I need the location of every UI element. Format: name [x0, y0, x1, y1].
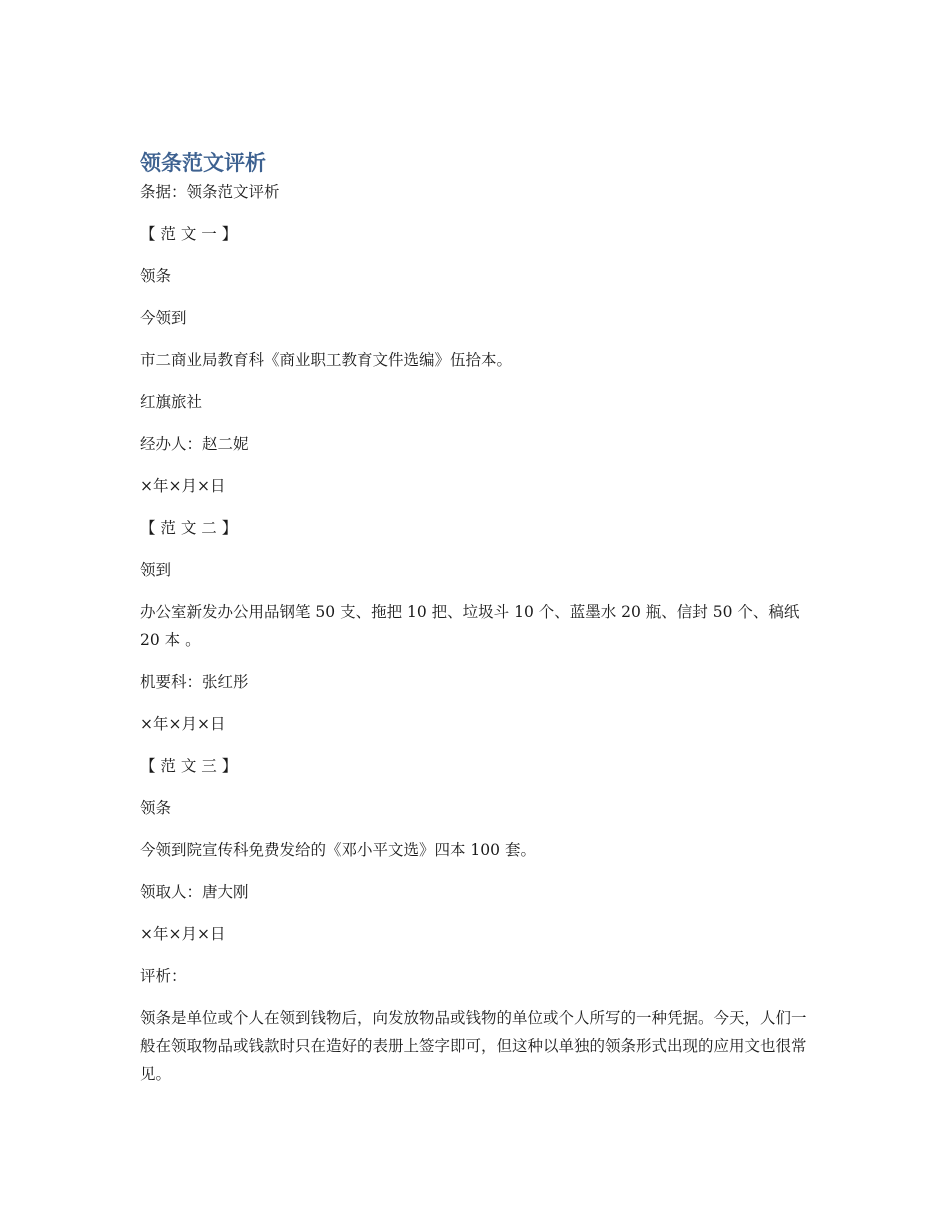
paragraph-18: 领条是单位或个人在领到钱物后，向发放物品或钱物的单位或个人所写的一种凭据。今天，人们一般在领取物品或钱款时只在造好的表册上签字即可，但这种以单独的领条形式出现的应用文也很常见。: [140, 1009, 807, 1083]
paragraph-14: 今领到院宣传科免费发给的《邓小平文选》四本 100 套。: [140, 841, 536, 859]
paragraph-17: 评析：: [140, 967, 187, 985]
document-subtitle: 条据：领条范文评析: [140, 183, 280, 201]
document-title: 领条范文评析: [140, 151, 266, 175]
paragraph-5: 经办人：赵二妮: [140, 435, 249, 453]
paragraph-9: 办公室新发办公用品钢笔 50 支、拖把 10 把、垃圾斗 10 个、蓝墨水 20 瓶、信封 50 个、稿纸 20 本 。: [140, 603, 800, 649]
document-body: [140, 148, 810, 1102]
paragraph-16: ×年×月×日: [140, 925, 226, 943]
heading-sample-three: 【 范 文 三 】: [140, 757, 238, 775]
paragraph-3: 市二商业局教育科《商业职工教育文件选编》伍拾本。: [140, 351, 513, 369]
paragraph-6: ×年×月×日: [140, 477, 226, 495]
paragraph-2: 今领到: [140, 309, 187, 327]
heading-sample-one: 【 范 文 一 】: [140, 225, 238, 243]
heading-sample-two: 【 范 文 二 】: [140, 519, 238, 537]
paragraph-10: 机要科：张红彤: [140, 673, 249, 691]
paragraph-13: 领条: [140, 799, 172, 817]
paragraph-8: 领到: [140, 561, 172, 579]
paragraph-15: 领取人：唐大刚: [140, 883, 249, 901]
paragraph-4: 红旗旅社: [140, 393, 203, 411]
paragraph-1: 领条: [140, 267, 172, 285]
paragraph-11: ×年×月×日: [140, 715, 226, 733]
